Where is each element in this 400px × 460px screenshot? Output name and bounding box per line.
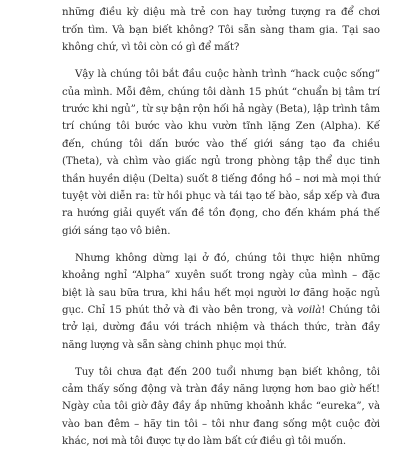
- text-column: [62, 0, 380, 460]
- paragraph: Tuy tôi chưa đạt đến 200 tuổi nhưng bạn biết không, tôi cảm thấy sống động và tràn đầy năng lượng hơn bao giờ hết! Ngày của tôi giờ đây đầy ắp những khoảnh khắc “eureka”, và vào ban đêm – hãy tin tôi – tôi như đang sống một cuộc đời khác, nơi mà tôi được tự do làm bất cứ điều gì tôi muốn.: [62, 366, 380, 448]
- paragraph-text-after: ! Chúng tôi trở lại, dường đầu với trách nhiệm và thách thức, tràn đầy năng lượng và sẵn sàng chinh phục mọi thứ.: [62, 304, 381, 351]
- emphasis-word: voilà: [297, 304, 322, 316]
- paragraph-text-before: Nhưng không dừng lại ở đó, chúng tôi thực hiện những khoảng nghỉ “Alpha” xuyên suốt trong ngày của mình – đặc biệt là sau bữa trưa, khi hầu hết mọi người lơ đãng hoặc ngủ gục. Chỉ 15 phút thở và đi vào bên trong, và: [62, 252, 380, 316]
- paragraph: [62, 250, 380, 354]
- paragraph: Vậy là chúng tôi bắt đầu cuộc hành trình “hack cuộc sống” của mình. Mỗi đêm, chúng tôi dành 15 phút “chuẩn bị tâm trí trước khi ngủ”, từ sự bận rộn hối hả ngày (Beta), lập trình tâm trí chúng tôi bước vào khu vườn tĩnh lặng Zen (Alpha). Kế đến, chúng tôi dấn bước vào thế giới sáng tạo đa chiều (Theta), và chìm vào giấc ngủ trong phòng tập thể dục tinh thần huyền diệu (Delta) suốt 8 tiếng đồng hồ – nơi mà mọi thứ tuyệt vời diễn ra: từ hồi phục và tái tạo tế bào, sắp xếp và đưa ra hướng giải quyết vấn đề tồn đọng, cho đến khám phá thế giới sáng tạo vô biên.: [62, 69, 380, 237]
- paragraph: những điều kỳ diệu mà trẻ con hay tưởng tượng ra để chơi trốn tìm. Và bạn biết không? Tôi sẵn sàng tham gia. Tại sao không chứ, vì tôi còn có gì để mất?: [62, 7, 380, 54]
